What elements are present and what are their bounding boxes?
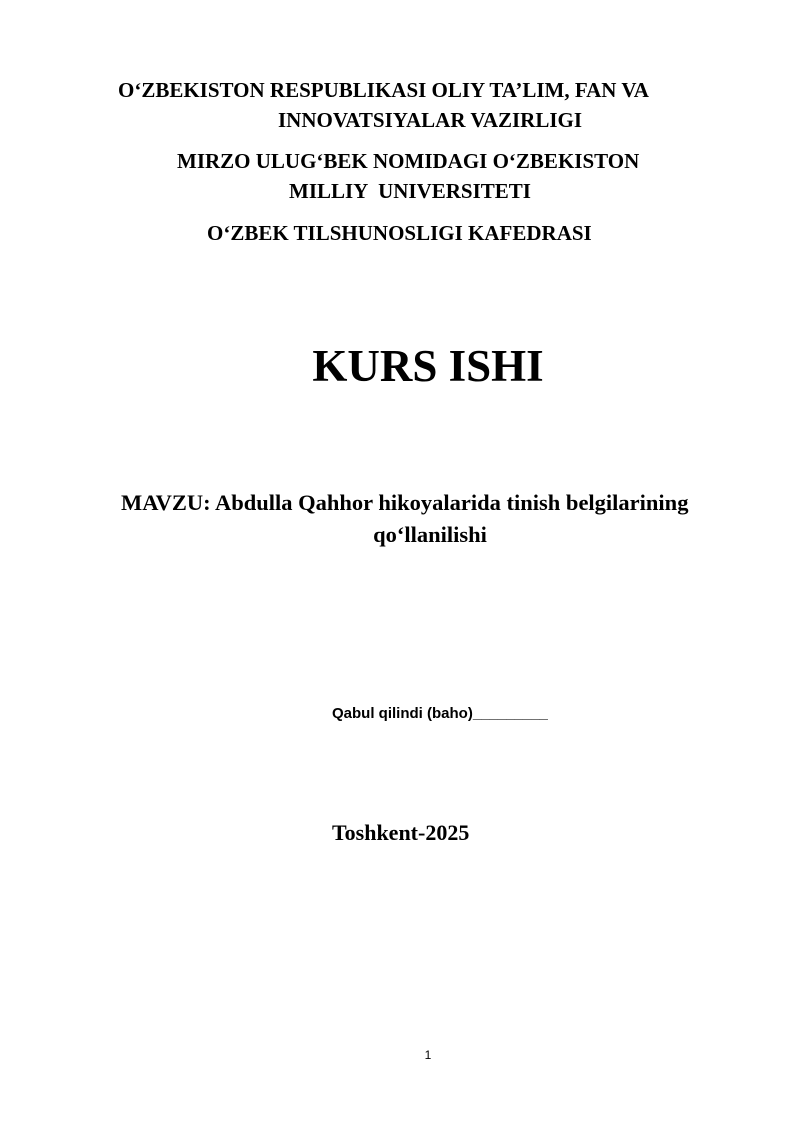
ministry-name-line1: O‘ZBEKISTON RESPUBLIKASI OLIY TA’LIM, FAN VA: [118, 78, 649, 102]
department-name: O‘ZBEK TILSHUNOSLIGI KAFEDRASI: [207, 221, 592, 245]
page-number: 1: [424, 1048, 432, 1062]
city-year: Toshkent-2025: [332, 820, 470, 845]
topic-line2: qo‘llanilishi: [373, 522, 487, 547]
university-name-line2: MILLIY UNIVERSITETI: [289, 179, 531, 203]
document-type-title: KURS ISHI: [312, 341, 544, 391]
topic-line1: MAVZU: Abdulla Qahhor hikoyalarida tinish belgilarining: [121, 490, 689, 515]
university-name-line1: MIRZO ULUG‘BEK NOMIDAGI O‘ZBEKISTON: [177, 149, 640, 173]
grade-accepted-field: Qabul qilindi (baho)_________: [332, 705, 548, 722]
ministry-name-line2: INNOVATSIYALAR VAZIRLIGI: [277, 108, 583, 132]
